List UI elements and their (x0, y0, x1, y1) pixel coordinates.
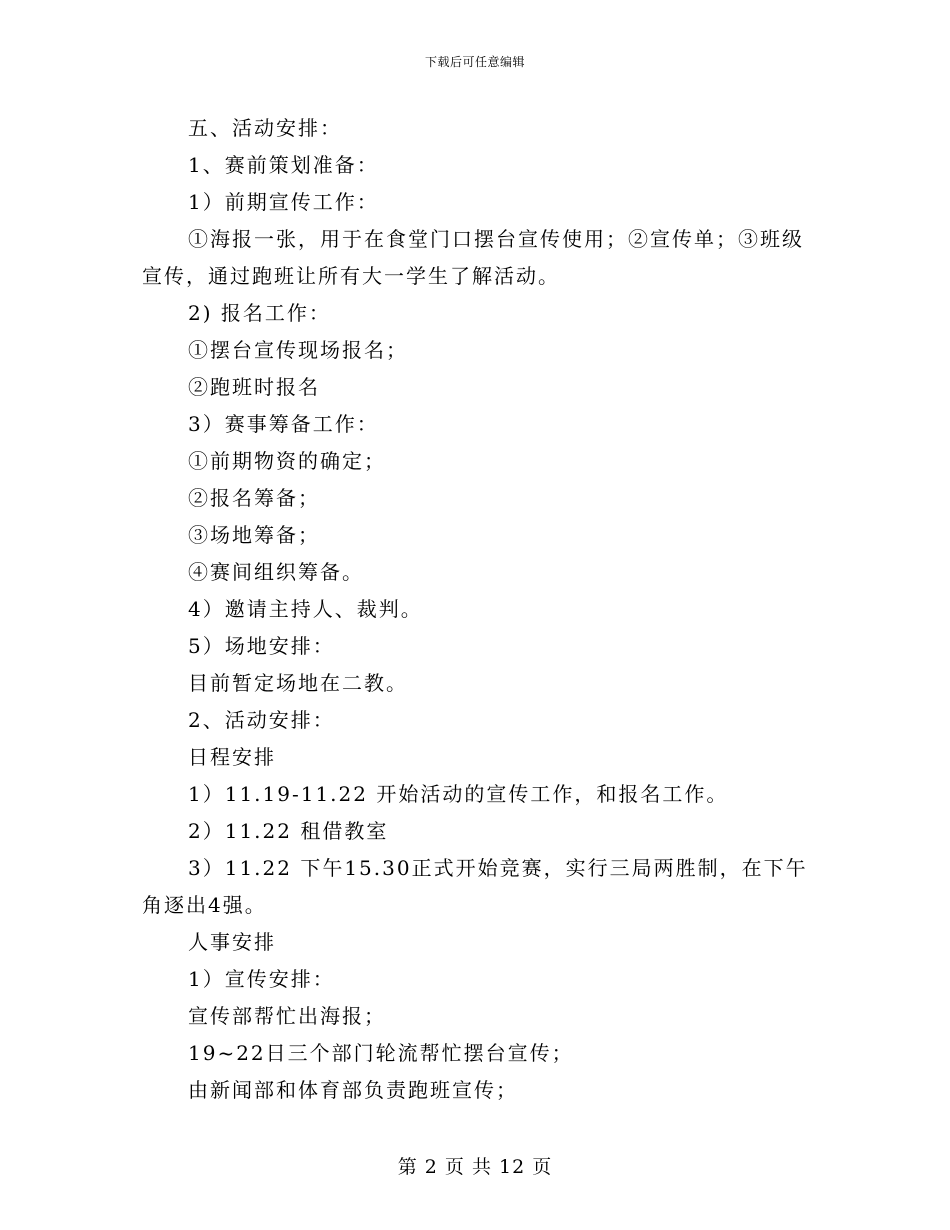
subsection-heading: 2、活动安排： (188, 708, 335, 732)
list-item: ③场地筹备； (188, 523, 320, 547)
list-item: 1）11.19-11.22 开始活动的宣传工作，和报名工作。 (188, 782, 729, 806)
page-header: 下载后可任意编辑 (424, 55, 525, 69)
list-item: 2) 报名工作： (188, 301, 331, 325)
list-item: ②报名筹备； (188, 486, 320, 510)
list-item: ④赛间组织筹备。 (188, 560, 364, 584)
list-item: 5）场地安排： (188, 634, 335, 658)
paragraph: 宣传部帮忙出海报； (188, 1004, 386, 1028)
list-item: ①摆台宣传现场报名； (188, 338, 408, 362)
list-item: 4）邀请主持人、裁判。 (188, 597, 423, 621)
list-item: 3）11.22 下午15.30正式开始竞赛，实行三局两胜制，在下午角逐出4强。 (142, 856, 808, 917)
paragraph: 由新闻部和体育部负责跑班宣传； (188, 1078, 518, 1102)
list-item: 3）赛事筹备工作： (188, 412, 379, 436)
section-heading: 五、活动安排： (188, 116, 342, 140)
document-body (142, 110, 812, 1109)
paragraph: 日程安排 (188, 745, 276, 769)
paragraph: 目前暂定场地在二教。 (188, 671, 408, 695)
list-item: ①前期物资的确定； (188, 449, 386, 473)
paragraph: 19~22日三个部门轮流帮忙摆台宣传； (188, 1041, 574, 1065)
paragraph: ①海报一张，用于在食堂门口摆台宣传使用；②宣传单；③班级宣传，通过跑班让所有大一学生了解活动。 (142, 227, 804, 288)
list-item: ②跑班时报名 (188, 375, 320, 399)
page-number-footer: 第 2 页 共 12 页 (397, 1156, 553, 1178)
paragraph: 人事安排 (188, 930, 276, 954)
list-item: 1）前期宣传工作： (188, 190, 379, 214)
subsection-heading: 1、赛前策划准备： (188, 153, 379, 177)
list-item: 2）11.22 租借教室 (188, 819, 389, 843)
list-item: 1）宣传安排： (188, 967, 335, 991)
